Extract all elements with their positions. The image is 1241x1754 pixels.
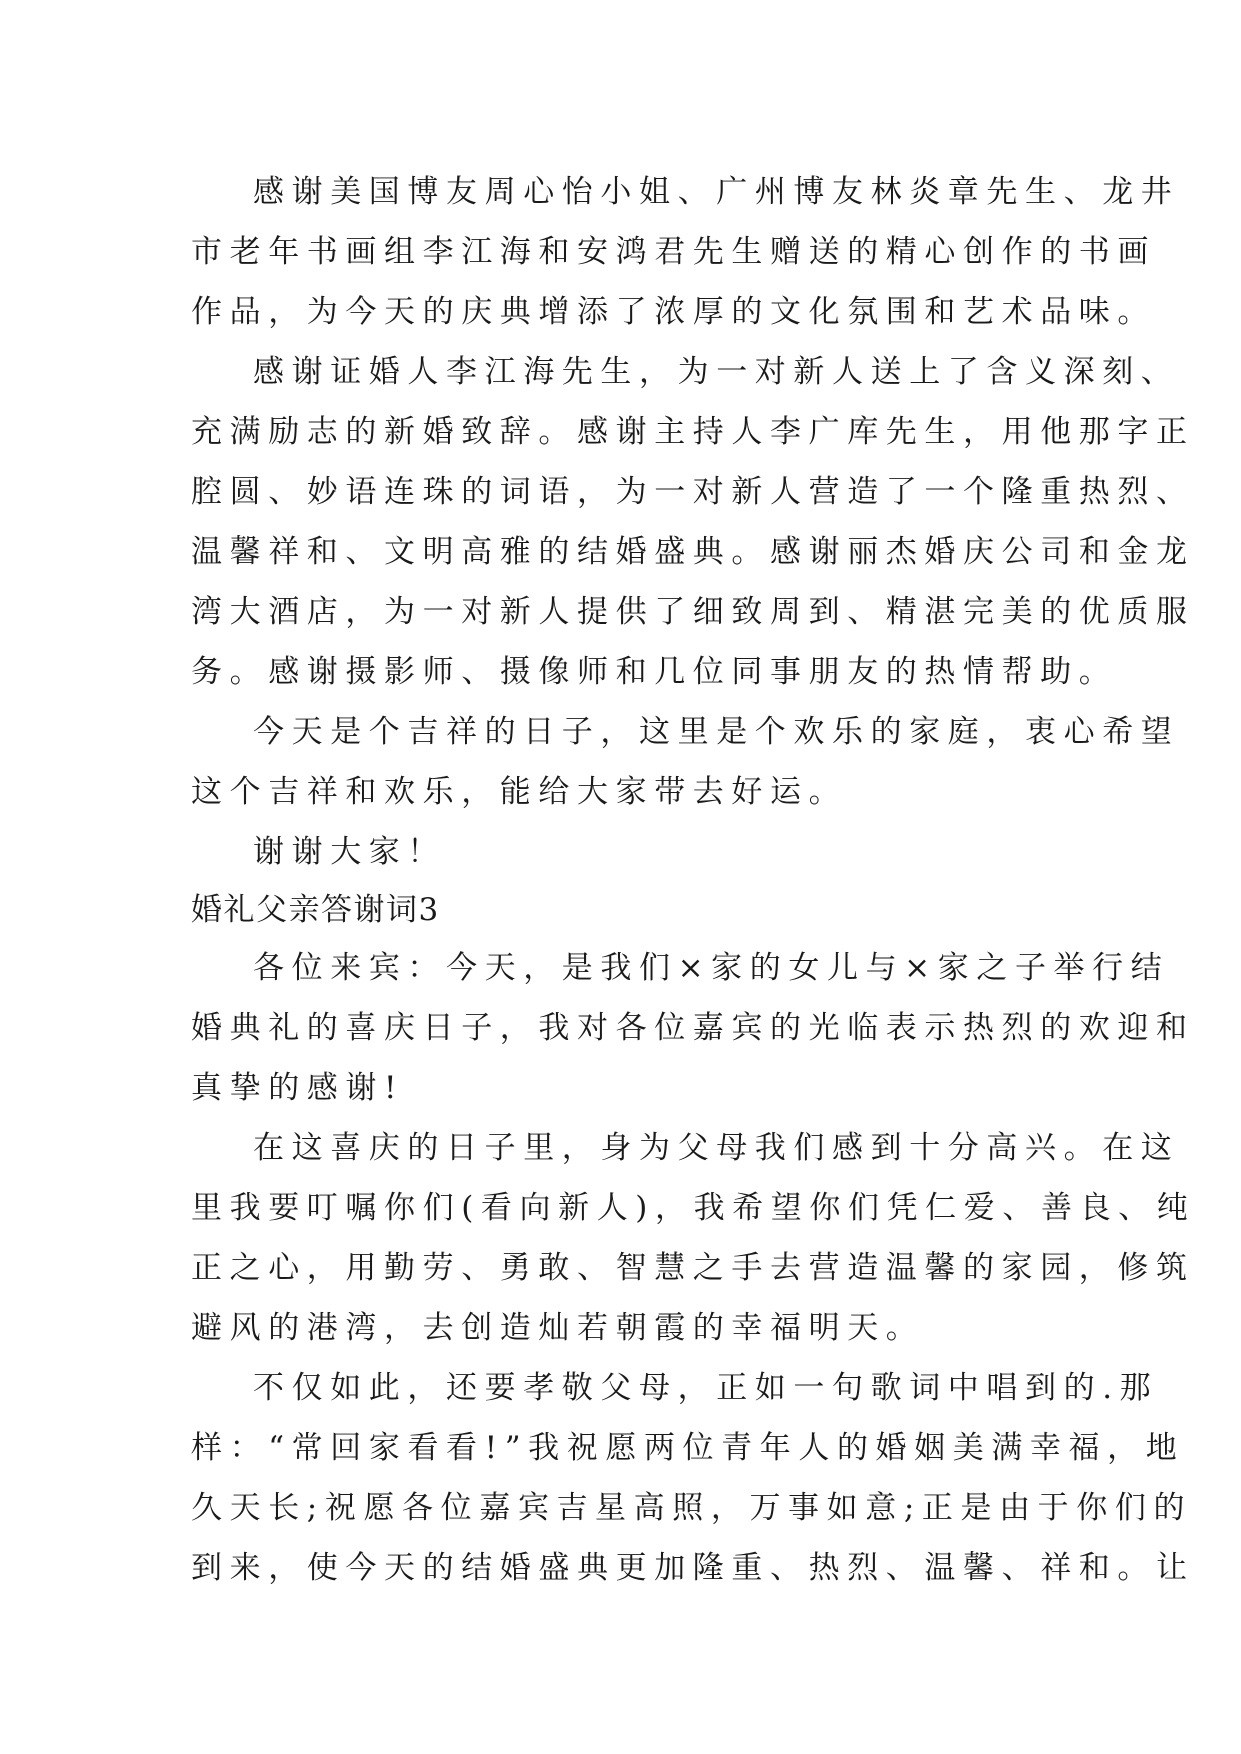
paragraph-line: 作品，为今天的庆典增添了浓厚的文化氛围和艺术品味。 [191, 294, 1156, 330]
section-heading: 婚礼父亲答谢词3 [191, 892, 440, 928]
paragraph-line: 在这喜庆的日子里，身为父母我们感到十分高兴。在这 [253, 1130, 1180, 1166]
paragraph-line: 市老年书画组李江海和安鸿君先生赠送的精心创作的书画 [191, 234, 1156, 270]
paragraph-line: 久天长;祝愿各位嘉宾吉星高照，万事如意;正是由于你们的 [191, 1490, 1193, 1526]
paragraph-line: 温馨祥和、文明高雅的结婚盛典。感谢丽杰婚庆公司和金龙 [191, 534, 1195, 570]
paragraph-line: 正之心，用勤劳、勇敢、智慧之手去营造温馨的家园，修筑 [191, 1250, 1195, 1286]
paragraph-line: 充满励志的新婚致辞。感谢主持人李广库先生，用他那字正 [191, 414, 1195, 450]
paragraph-line: 婚典礼的喜庆日子，我对各位嘉宾的光临表示热烈的欢迎和 [191, 1010, 1195, 1046]
paragraph-line: 谢谢大家！ [253, 834, 446, 870]
paragraph-line: 里我要叮嘱你们(看向新人)，我希望你们凭仁爱、善良、纯 [191, 1190, 1196, 1226]
paragraph-line: 湾大酒店，为一对新人提供了细致周到、精湛完美的优质服 [191, 594, 1195, 630]
paragraph-line: 今天是个吉祥的日子，这里是个欢乐的家庭，衷心希望 [253, 714, 1180, 750]
document-page [191, 162, 1196, 1598]
paragraph-line: 不仅如此，还要孝敬父母，正如一句歌词中唱到的.那 [253, 1370, 1159, 1406]
paragraph-line: 各位来宾：今天，是我们×家的女儿与×家之子举行结 [253, 950, 1170, 986]
paragraph-line: 避风的港湾，去创造灿若朝霞的幸福明天。 [191, 1310, 925, 1346]
paragraph-line: 感谢美国博友周心怡小姐、广州博友林炎章先生、龙井 [253, 174, 1180, 210]
paragraph-line: 真挚的感谢! [191, 1070, 405, 1106]
paragraph-line: 这个吉祥和欢乐，能给大家带去好运。 [191, 774, 848, 810]
paragraph-line: 腔圆、妙语连珠的词语，为一对新人营造了一个隆重热烈、 [191, 474, 1195, 510]
paragraph-line: 感谢证婚人李江海先生，为一对新人送上了含义深刻、 [253, 354, 1180, 390]
paragraph-line: 到来，使今天的结婚盛典更加隆重、热烈、温馨、祥和。让 [191, 1550, 1195, 1586]
paragraph-line: 务。感谢摄影师、摄像师和几位同事朋友的热情帮助。 [191, 654, 1118, 690]
paragraph-line: 样：“常回家看看!”我祝愿两位青年人的婚姻美满幸福，地 [191, 1430, 1185, 1466]
